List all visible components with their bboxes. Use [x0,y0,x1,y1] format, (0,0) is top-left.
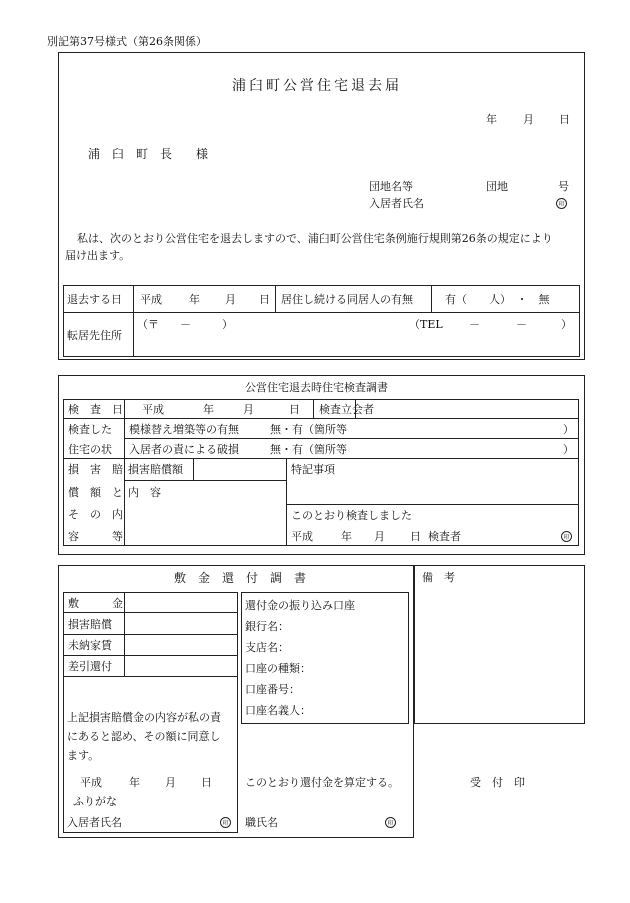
inspector-year: 年 [341,530,352,543]
resident-day: 日 [201,776,212,789]
reception-stamp-label: 受 付 印 [470,776,525,789]
inspection-month: 月 [243,403,254,416]
date-day-label: 日 [559,113,570,126]
complex-label: 団地名等 [369,180,413,193]
damage-label: 入居者の責による破損 [129,443,239,456]
compensation-line-4: 容 等 [68,530,123,543]
move-out-era: 平成 [140,293,162,306]
move-out-day-label: 退去する日 [67,293,122,306]
consent-line-3: ます。 [67,749,100,762]
inspector-label: 検査者 [428,530,461,543]
cohabitant-label: 居住し続ける同居人の有無 [281,293,413,306]
resident-name-label: 入居者氏名 [369,197,424,210]
complex-unit: 団地 [486,180,508,193]
inspection-title: 公営住宅退去時住宅検査調書 [245,381,388,394]
remodel-value: 無・有（箇所等 [270,423,347,436]
body-text-line1: 私は、次のとおり公営住宅を退去しますので、浦臼町公営住宅条例施行規則第26条の規定により [77,232,553,245]
body-text-line2: 届け出ます。 [65,249,131,262]
inspector-month: 月 [374,530,385,543]
compensation-line-3: そ の 内 [68,508,123,521]
remarks-label: 備 考 [422,571,455,584]
staff-name-label: 職氏名 [245,816,278,829]
seal-mark: 印 [385,817,396,828]
deposit-row-label-1: 敷 金 [68,597,123,610]
remodel-label: 模様替え増築等の有無 [129,423,239,436]
damage-value: 無・有（箇所等 [270,443,347,456]
compensation-line-1: 損 害 賠 [68,463,123,476]
resident-era: 平成 [80,776,102,789]
postal-open: （〒 [137,318,159,331]
remarks-box [414,565,585,724]
account-type-label: 口座の種類： [245,662,311,675]
inspection-day: 日 [289,403,300,416]
seal-mark: 印 [556,198,567,209]
furigana-label: ふりがな [73,795,117,808]
account-holder-label: 口座名義人： [245,704,311,717]
move-out-day: 日 [259,293,270,306]
resident-month: 月 [165,776,176,789]
new-address-label: 転居先住所 [67,329,122,342]
deposit-title: 敷 金 還 付 調 書 [174,571,307,585]
special-notes-label: 特記事項 [291,463,335,476]
form-title: 浦臼町公営住宅退去届 [232,78,402,94]
branch-label: 支店名： [245,641,289,654]
refund-account-label: 還付金の振り込み口座 [245,599,355,612]
deposit-row-label-3: 未納家賃 [68,639,112,652]
deposit-row-label-2: 損害賠償 [68,618,112,631]
form-number-note: 別記第37号様式（第26条関係） [47,35,207,48]
move-out-month: 月 [225,293,236,306]
consent-line-2: にあると認め、その額に同意し [67,730,221,743]
inspector-day: 日 [410,530,421,543]
deposit-row-label-4: 差引還付 [68,660,112,673]
move-out-year: 年 [189,293,200,306]
seal-mark: 印 [220,817,231,828]
postal-dash: － [180,318,191,331]
deposit-resident-name-label: 入居者氏名 [67,816,122,829]
tel-dash-1: － [469,318,480,331]
postal-close: ） [222,318,233,331]
inspection-year: 年 [203,403,214,416]
cohabitant-value: 有（ 人） ・ 無 [445,293,550,306]
bank-label: 銀行名： [245,620,289,633]
remodel-paren-close: ） [563,423,574,436]
resident-year: 年 [129,776,140,789]
state-label-1: 検査した [68,423,112,436]
calculated-text: このとおり還付金を算定する。 [245,776,399,789]
consent-line-1: 上記損害賠償金の内容が私の責 [67,711,221,724]
witness-label: 検査立会者 [319,403,374,416]
inspection-day-label: 検 査 日 [68,403,123,416]
date-month-label: 月 [523,113,534,126]
inspected-text: このとおり検査しました [291,509,412,522]
tel-close: ） [561,318,572,331]
inspector-era: 平成 [291,530,313,543]
compensation-line-2: 償 額 と [68,486,123,499]
state-label-2: 住宅の状 [68,443,112,456]
tel-dash-2: － [516,318,527,331]
damage-paren-close: ） [563,443,574,456]
tel-open: （TEL [409,318,443,331]
inspection-era: 平成 [142,403,164,416]
seal-mark: 印 [561,531,572,542]
content-label: 内 容 [128,486,161,499]
date-year-label: 年 [486,113,497,126]
compensation-amount-label: 損害賠償額 [128,463,183,476]
number-unit: 号 [558,180,569,193]
account-number-label: 口座番号： [245,683,300,696]
addressee: 浦 臼 町 長 様 [88,147,209,161]
